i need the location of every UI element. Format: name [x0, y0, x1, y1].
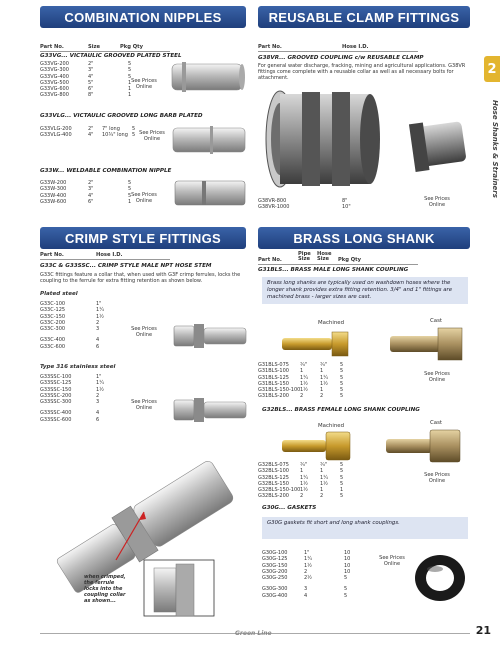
brass-col-headers — [258, 252, 470, 264]
table-cell: 1 — [128, 79, 132, 86]
g33w-title: G33W... WELDABLE COMBINATION NIPPLE — [40, 168, 172, 174]
table-cell: G38VR-1000 — [258, 204, 290, 211]
table-cell: 5 — [132, 132, 136, 139]
table-cell: 1½ — [320, 480, 329, 487]
col-hoseid: Hose I.D. — [96, 252, 123, 258]
g32-machined-label: Machined — [318, 423, 344, 429]
table-cell: 8" — [342, 198, 348, 204]
table-cell: 6" — [88, 86, 94, 93]
g32bls-title: G32BLS... BRASS FEMALE LONG SHANK COUPLING — [262, 407, 420, 413]
g31bls-table — [258, 362, 378, 400]
table-row — [262, 593, 382, 599]
table-cell: G33SSC-600 — [40, 416, 72, 423]
table-cell: 10 — [344, 556, 351, 563]
table-cell: 6 — [96, 416, 100, 423]
g33vg-title: G33VG... VICTAULIC GROOVED PLATED STEEL — [40, 53, 182, 59]
table-cell: 5 — [132, 126, 136, 132]
table-cell: 2 — [320, 493, 324, 500]
table-cell: G30G-250 — [262, 575, 288, 582]
table-cell: 5 — [340, 474, 344, 481]
table-cell: G33W-400 — [40, 192, 67, 199]
table-cell: 5 — [340, 468, 344, 475]
table-cell: 7" long — [102, 126, 120, 132]
g33ssc-product-image — [170, 390, 250, 430]
table-cell: 4 — [96, 410, 100, 417]
g33ssc-see-prices: See Prices Online — [131, 399, 157, 411]
table-cell: ¾" — [300, 362, 308, 368]
table-cell: 5 — [344, 575, 348, 582]
g32bls-see-prices: See Prices Online — [424, 472, 450, 484]
table-cell: G33SSC-125 — [40, 380, 72, 387]
side-label: Hose Shanks & Strainers — [491, 100, 499, 198]
table-cell: G30G-400 — [262, 592, 288, 599]
table-cell: 5 — [340, 362, 344, 368]
table-cell: G33W-600 — [40, 198, 67, 205]
table-cell: 3" — [88, 67, 94, 74]
table-cell: G33C-300 — [40, 326, 66, 333]
table-cell: 5 — [128, 186, 132, 193]
table-cell: G31BLS-200 — [258, 393, 289, 400]
col-hoseid: Hose I.D. — [342, 44, 369, 50]
table-cell: 1¼ — [96, 380, 105, 387]
crimp-callout: when crimped, the ferrule locks into the coupling collar as shown... — [84, 574, 126, 604]
g33ssc-table — [40, 374, 140, 423]
table-cell: G33C-100 — [40, 301, 66, 307]
g31bls-product-image — [262, 326, 472, 362]
table-cell: G33VG-400 — [40, 73, 69, 80]
table-cell: 5" — [88, 79, 94, 86]
table-row — [258, 393, 378, 399]
g32bls-product-image — [262, 428, 472, 464]
table-cell: G38VR-800 — [258, 198, 287, 204]
g33c-see-prices: See Prices Online — [131, 326, 157, 338]
table-row — [40, 326, 140, 332]
table-cell: G30G-100 — [262, 550, 288, 556]
footer-brand: Green Line — [235, 630, 272, 637]
table-cell: 10 — [344, 562, 351, 569]
table-cell: G31BLS-150-100 — [258, 387, 301, 394]
table-cell: 1½ — [96, 313, 105, 320]
table-cell: G31BLS-075 — [258, 362, 289, 368]
table-cell: G33VG-800 — [40, 92, 69, 99]
col-part: Part No. — [40, 252, 64, 258]
table-cell: 1¼ — [320, 374, 329, 381]
crimp-assembly-image — [44, 440, 254, 620]
g30g-table — [262, 550, 382, 599]
col-pkg: Pkg Qty — [120, 44, 144, 50]
table-cell: 1½ — [300, 387, 309, 394]
table-cell: 5 — [128, 67, 132, 74]
table-cell: G33VG-500 — [40, 79, 69, 86]
header-brass-long-shank: BRASS LONG SHANK — [258, 227, 470, 249]
table-cell: 4" — [88, 132, 94, 139]
g33vlg-table — [40, 126, 150, 139]
table-cell: 1½ — [304, 562, 313, 569]
table-cell: G30G-125 — [262, 556, 288, 563]
table-cell: 1½ — [320, 380, 329, 387]
table-cell: 2" — [88, 180, 94, 186]
table-cell: 5 — [340, 393, 344, 400]
table-cell: 1½ — [96, 386, 105, 393]
table-cell: G33VG-200 — [40, 61, 69, 67]
table-cell: 1¼ — [320, 474, 329, 481]
table-cell: G33SSC-150 — [40, 386, 72, 393]
table-cell: 1" — [96, 374, 102, 380]
table-cell: G33SSC-100 — [40, 374, 72, 380]
table-cell: G33VG-300 — [40, 67, 69, 74]
table-cell: 1¼ — [96, 307, 105, 314]
table-cell: 1" — [96, 301, 102, 307]
table-cell: 1 — [128, 92, 132, 99]
table-cell: G33W-200 — [40, 180, 67, 186]
table-cell: 6 — [96, 343, 100, 350]
table-cell: 2 — [300, 493, 304, 500]
table-cell: 10 — [344, 550, 351, 556]
g32bls-table — [258, 462, 378, 500]
table-cell: 2" — [88, 126, 94, 132]
table-cell: ¾" — [300, 462, 308, 468]
g33c-title: G33C & G33SSC... CRIMP STYLE MALE NPT HOSE STEM — [40, 263, 212, 269]
table-cell: 1 — [300, 368, 304, 375]
table-row — [40, 132, 150, 138]
table-cell: G32BLS-150 — [258, 480, 289, 487]
table-cell: 3 — [96, 399, 100, 406]
gasket-image — [412, 552, 468, 604]
table-cell: 1¼ — [300, 474, 309, 481]
table-cell: 5 — [344, 592, 348, 599]
table-cell: 5 — [340, 493, 344, 500]
table-row — [258, 493, 378, 499]
table-cell: G33VG-600 — [40, 86, 69, 93]
stainless-steel-label: Type 316 stainless steel — [40, 364, 116, 370]
table-cell: G33VLG-400 — [40, 132, 72, 139]
page-number: 21 — [475, 624, 491, 637]
table-cell: G33C-200 — [40, 319, 66, 326]
table-cell: 1½ — [300, 480, 309, 487]
table-cell: 1½ — [300, 487, 309, 494]
table-cell: G30G-150 — [262, 562, 288, 569]
table-cell: G33C-125 — [40, 307, 66, 314]
g33vg-see-prices: See Prices Online — [131, 78, 157, 90]
table-cell: 5 — [344, 586, 348, 593]
table-cell: ¾" — [320, 362, 328, 368]
table-cell: 5 — [340, 374, 344, 381]
table-cell: 5 — [340, 462, 344, 468]
table-row — [40, 344, 140, 350]
combo-col-headers — [40, 44, 246, 51]
g31bls-note: Brass long shanks are typically used on washdown hoses where the longer shank provides extra fitting retention. 3/4" and 1" fittings are machined brass - larger sizes are cast. — [262, 277, 468, 304]
table-cell: G31BLS-100 — [258, 368, 289, 375]
table-cell: 1¼ — [304, 556, 313, 563]
table-cell: 1 — [320, 368, 324, 375]
clamp-col-headers — [258, 44, 470, 51]
col-hose: Hose Size — [317, 251, 332, 263]
col-pkg: Pkg Qty — [338, 257, 362, 263]
table-cell: G32BLS-200 — [258, 493, 289, 500]
table-cell: 8" — [88, 92, 94, 99]
plated-steel-label: Plated steel — [40, 291, 78, 297]
g31-cast-label: Cast — [430, 318, 442, 324]
table-cell: 3" — [88, 186, 94, 193]
table-cell: 5 — [128, 192, 132, 199]
col-pipe: Pipe Size — [298, 251, 311, 263]
crimp-col-headers — [40, 252, 246, 259]
table-row — [262, 575, 382, 581]
g33vlg-product-image — [170, 122, 248, 160]
col-size: Size — [88, 44, 101, 50]
g30g-title: G30G... GASKETS — [262, 505, 317, 511]
table-cell: G33C-600 — [40, 343, 66, 350]
table-cell: G33VLG-200 — [40, 126, 72, 132]
table-row — [258, 204, 378, 210]
g33vg-product-image — [168, 52, 250, 102]
g31bls-title: G31BLS... BRASS MALE LONG SHANK COUPLING — [258, 267, 409, 273]
table-cell: 4" — [88, 192, 94, 199]
table-cell: G32BLS-125 — [258, 474, 289, 481]
table-cell: 3 — [96, 326, 100, 333]
g33c-table — [40, 301, 140, 350]
g33w-product-image — [172, 173, 248, 215]
table-cell: 4 — [96, 337, 100, 344]
g33c-product-image — [170, 316, 250, 356]
g33vlg-see-prices: See Prices Online — [139, 130, 165, 142]
g31-machined-label: Machined — [318, 320, 344, 326]
table-cell: 1½ — [300, 380, 309, 387]
g30g-see-prices: See Prices Online — [379, 555, 405, 567]
table-cell: 5 — [128, 73, 132, 80]
table-cell: 2 — [300, 393, 304, 400]
col-part: Part No. — [258, 257, 282, 263]
table-cell: 1 — [128, 86, 132, 93]
table-cell: 5 — [128, 61, 132, 67]
table-cell: G32BLS-150-100 — [258, 487, 301, 494]
g33c-description: G33C fittings feature a collar that, when used with G3F crimp ferrules, locks the coupling to the ferrule for extra fitting retention as shown below. — [40, 272, 241, 284]
table-cell: G31BLS-125 — [258, 374, 289, 381]
table-cell: G33SSC-400 — [40, 410, 72, 417]
table-cell: 1" — [304, 550, 310, 556]
table-cell: G33C-150 — [40, 313, 66, 320]
table-cell: 2 — [320, 393, 324, 400]
col-part: Part No. — [40, 44, 64, 50]
section-tab: 2 — [484, 56, 500, 82]
table-cell: 1¼ — [300, 374, 309, 381]
g38vr-title: G38VR... GROOVED COUPLING c/w REUSABLE CLAMP — [258, 55, 424, 61]
table-cell: 1 — [128, 198, 132, 205]
table-cell: 5 — [128, 180, 132, 186]
col-part: Part No. — [258, 44, 282, 50]
table-cell: G32BLS-100 — [258, 468, 289, 475]
table-cell: G33W-300 — [40, 186, 67, 193]
table-cell: G30G-300 — [262, 586, 288, 593]
table-cell: ¾" — [320, 462, 328, 468]
header-combination-nipples: COMBINATION NIPPLES — [40, 6, 246, 28]
table-cell: 2½ — [304, 575, 313, 582]
table-cell: 1 — [340, 487, 344, 494]
table-cell: 1 — [320, 487, 324, 494]
table-cell: 3 — [304, 586, 308, 593]
g31bls-see-prices: See Prices Online — [424, 371, 450, 383]
table-cell: 4" — [88, 73, 94, 80]
table-cell: G32BLS-075 — [258, 462, 289, 468]
g38vr-product-image — [262, 84, 472, 194]
table-cell: 5 — [340, 380, 344, 387]
table-cell: 1 — [320, 468, 324, 475]
table-row — [40, 399, 140, 405]
table-cell: G33SSC-200 — [40, 392, 72, 399]
g33vlg-title: G33VLG... VICTAULIC GROOVED LONG BARB PLATED — [40, 113, 203, 119]
g32-cast-label: Cast — [430, 420, 442, 426]
header-crimp-style: CRIMP STYLE FITTINGS — [40, 227, 246, 249]
g38vr-see-prices: See Prices Online — [424, 196, 450, 208]
g38vr-table — [258, 198, 378, 211]
table-cell: 1 — [300, 468, 304, 475]
table-cell: 6" — [88, 198, 94, 205]
g38vr-description: For general water discharge, fracking, mining and agricultural applications. G38VR fittings come complete with a reusable collar as well as all necessary bolts for attachment. — [258, 63, 466, 81]
table-cell: 2 — [304, 568, 308, 575]
table-cell: 1 — [320, 387, 324, 394]
table-cell: G33SSC-300 — [40, 399, 72, 406]
table-cell: G31BLS-150 — [258, 380, 289, 387]
table-cell: 2" — [88, 61, 94, 67]
table-cell: 5 — [340, 387, 344, 394]
table-cell: 5 — [340, 480, 344, 487]
table-cell: 2 — [96, 319, 100, 326]
g30g-note: G30G gaskets fit short and long shank couplings. — [262, 517, 468, 539]
table-cell: G30G-200 — [262, 568, 288, 575]
table-cell: G33C-400 — [40, 337, 66, 344]
table-cell: 5 — [340, 368, 344, 375]
table-cell: 4 — [304, 592, 308, 599]
g33w-see-prices: See Prices Online — [131, 192, 157, 204]
table-cell: 10" — [342, 204, 351, 211]
table-cell: 2 — [96, 392, 100, 399]
table-row — [40, 92, 150, 98]
header-reusable-clamp: REUSABLE CLAMP FITTINGS — [258, 6, 470, 28]
table-cell: 10¾" long — [102, 132, 128, 139]
table-row — [40, 417, 140, 423]
table-cell: 10 — [344, 568, 351, 575]
